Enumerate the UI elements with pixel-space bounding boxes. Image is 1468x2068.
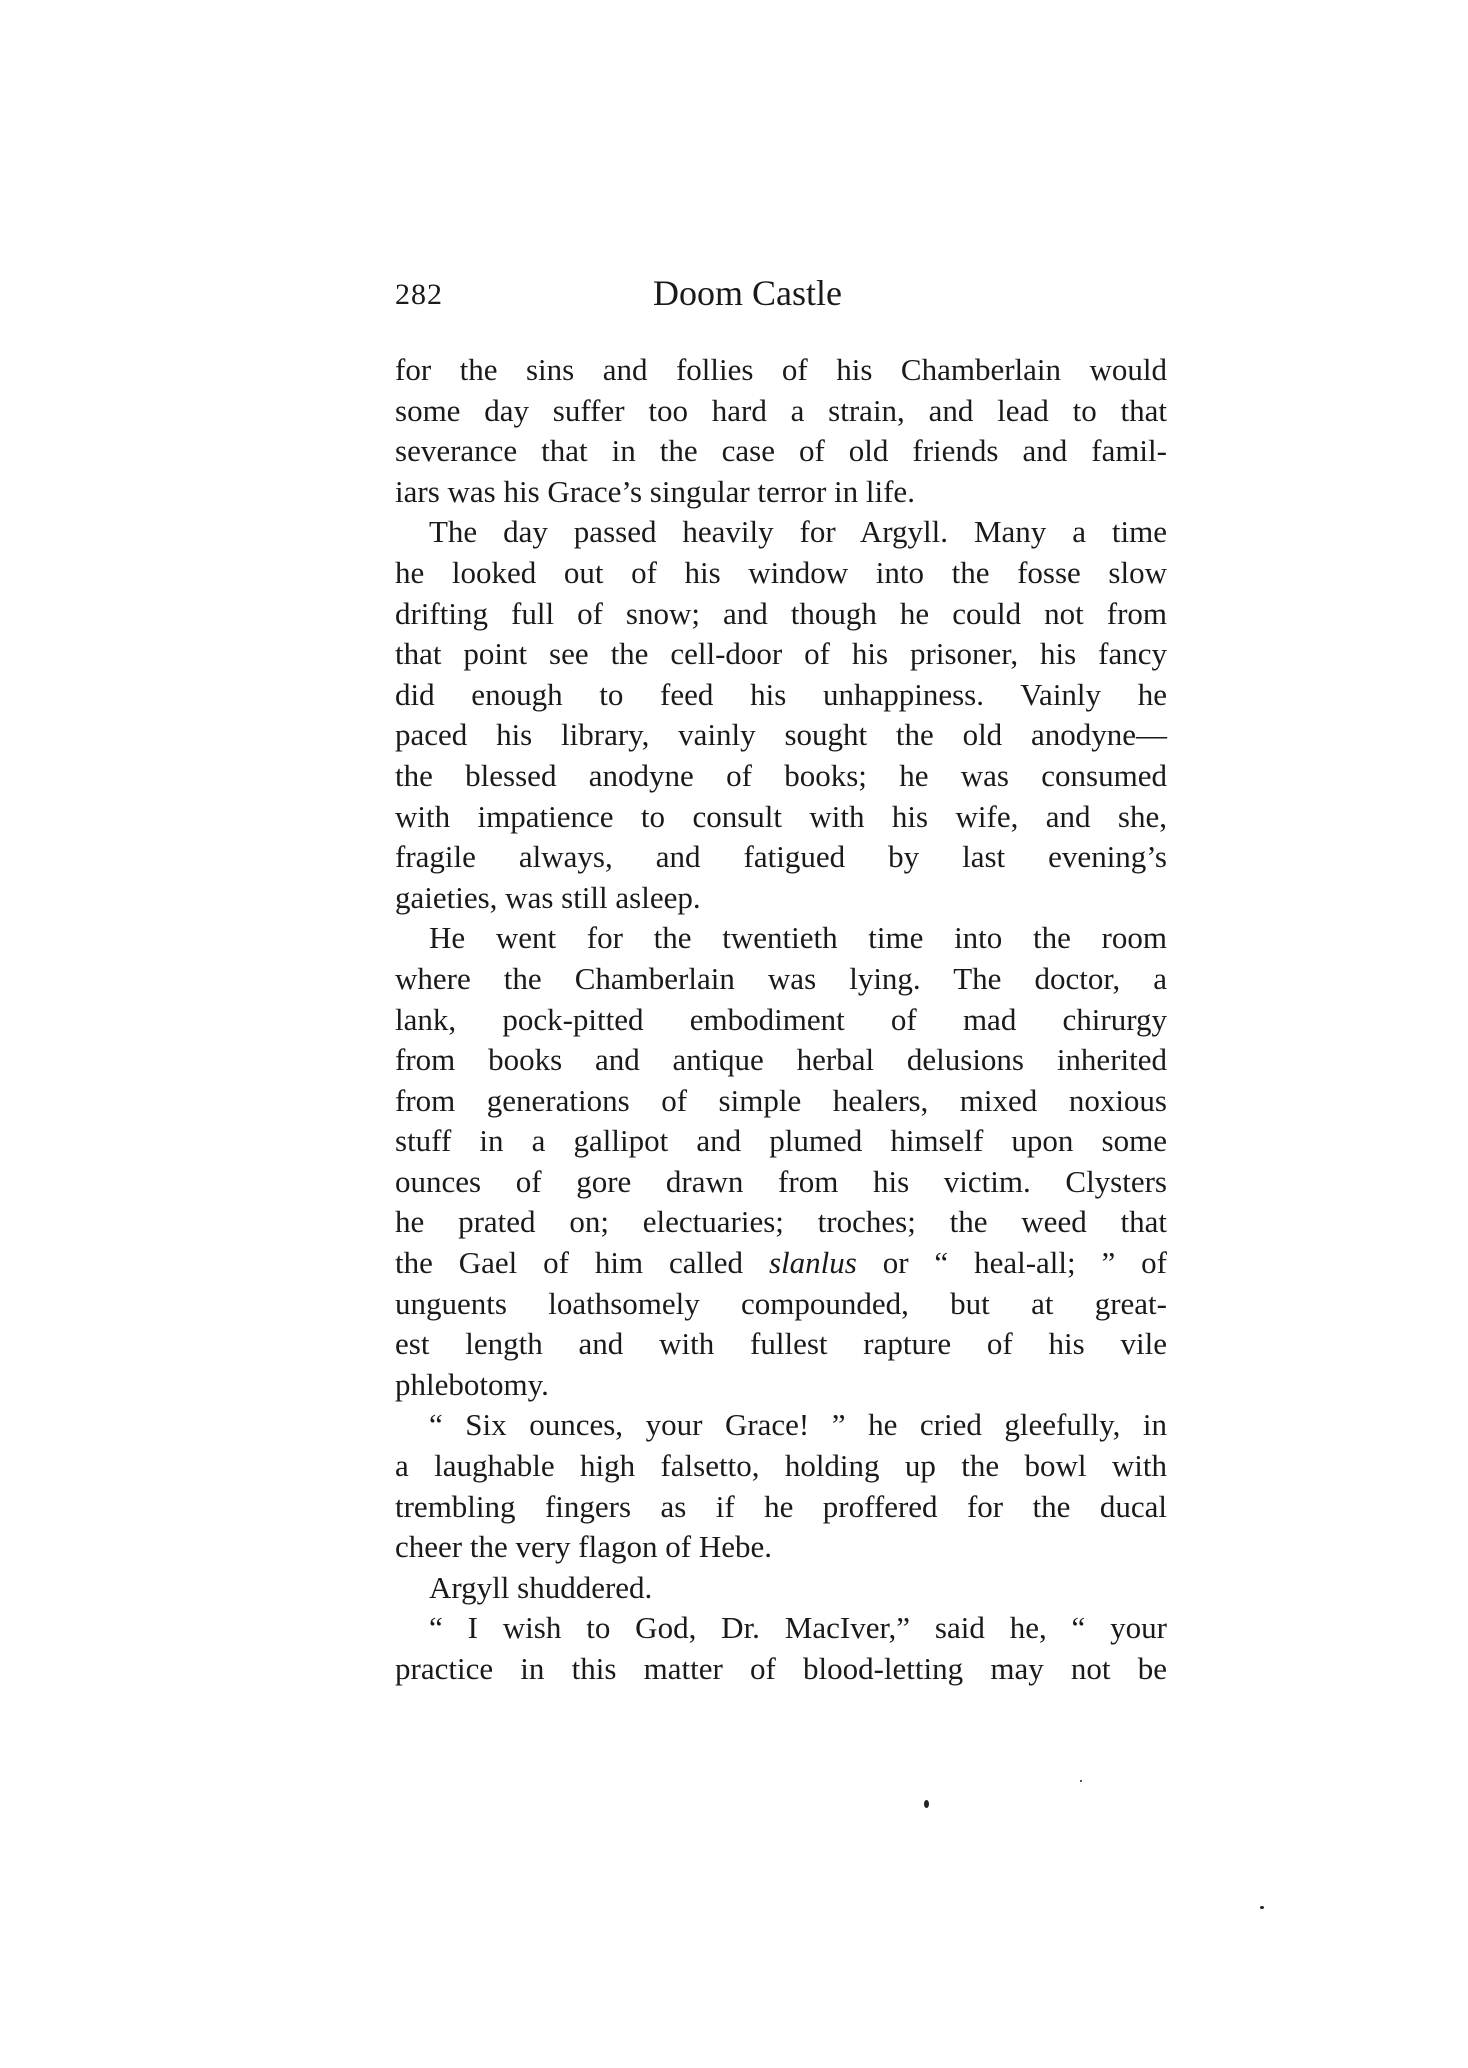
text-line: paced his library, vainly sought the old anodyne—: [395, 717, 1167, 753]
text-line: for the sins and follies of his Chamberlain would: [395, 352, 1167, 387]
text-line: unguents loathsomely compounded, but at great-: [395, 1285, 1167, 1321]
text-line: that point see the cell-door of his prisoner, his fancy: [395, 636, 1167, 672]
text-line: with impatience to consult with his wife, and she,: [395, 798, 1167, 834]
text-line: lank, pock-pitted embodiment of mad chirurgy: [395, 1001, 1167, 1037]
text-line: he looked out of his window into the fosse slow: [395, 554, 1167, 590]
ink-speck: [1080, 1780, 1082, 1782]
ink-speck: [924, 1800, 929, 1808]
text-line: where the Chamberlain was lying. The doctor, a: [395, 960, 1167, 996]
text-line: he prated on; electuaries; troches; the weed that: [395, 1204, 1167, 1240]
text-line: iars was his Grace’s singular terror in life.: [395, 473, 915, 509]
text-line: est length and with fullest rapture of his vile: [395, 1326, 1167, 1362]
text-line: [395, 1243, 1167, 1284]
text-line: a laughable high falsetto, holding up the bowl with: [395, 1448, 1167, 1484]
text-line: ounces of gore drawn from his victim. Clysters: [395, 1163, 1167, 1199]
text-line: severance that in the case of old friends and famil-: [395, 433, 1167, 469]
text-line: cheer the very flagon of Hebe.: [395, 1529, 772, 1565]
running-title: Doom Castle: [653, 273, 842, 313]
text-line: stuff in a gallipot and plumed himself upon some: [395, 1123, 1167, 1159]
text-line: “ Six ounces, your Grace! ” he cried gleefully, in: [429, 1407, 1167, 1443]
text-line: The day passed heavily for Argyll. Many a time: [429, 514, 1167, 550]
text-line: fragile always, and fatigued by last evening’s: [395, 839, 1167, 875]
text-line: did enough to feed his unhappiness. Vainly he: [395, 676, 1167, 712]
page-header: [395, 272, 1175, 328]
text-line: from generations of simple healers, mixed noxious: [395, 1082, 1167, 1118]
text-line: gaieties, was still asleep.: [395, 879, 701, 915]
text-line: from books and antique herbal delusions inherited: [395, 1042, 1167, 1078]
text-line: trembling fingers as if he proffered for the ducal: [395, 1488, 1167, 1524]
text-fragment: or “ heal-all; ” of: [856, 1245, 1167, 1281]
text-line: drifting full of snow; and though he could not from: [395, 595, 1167, 631]
text-fragment: the Gael of him called: [395, 1245, 769, 1281]
ink-speck: [1260, 1906, 1264, 1909]
text-line: phlebotomy.: [395, 1366, 549, 1402]
text-line: some day suffer too hard a strain, and lead to that: [395, 392, 1167, 428]
body-text: [395, 350, 1167, 1690]
text-line: He went for the twentieth time into the room: [429, 920, 1167, 956]
text-line: Argyll shuddered.: [429, 1569, 653, 1605]
text-line: “ I wish to God, Dr. MacIver,” said he, “ your: [429, 1610, 1167, 1646]
text-line: practice in this matter of blood-letting may not be: [395, 1651, 1167, 1686]
italic-word: slanlus: [768, 1245, 857, 1281]
text-line: the blessed anodyne of books; he was consumed: [395, 757, 1167, 793]
page-number: 282: [395, 278, 443, 311]
